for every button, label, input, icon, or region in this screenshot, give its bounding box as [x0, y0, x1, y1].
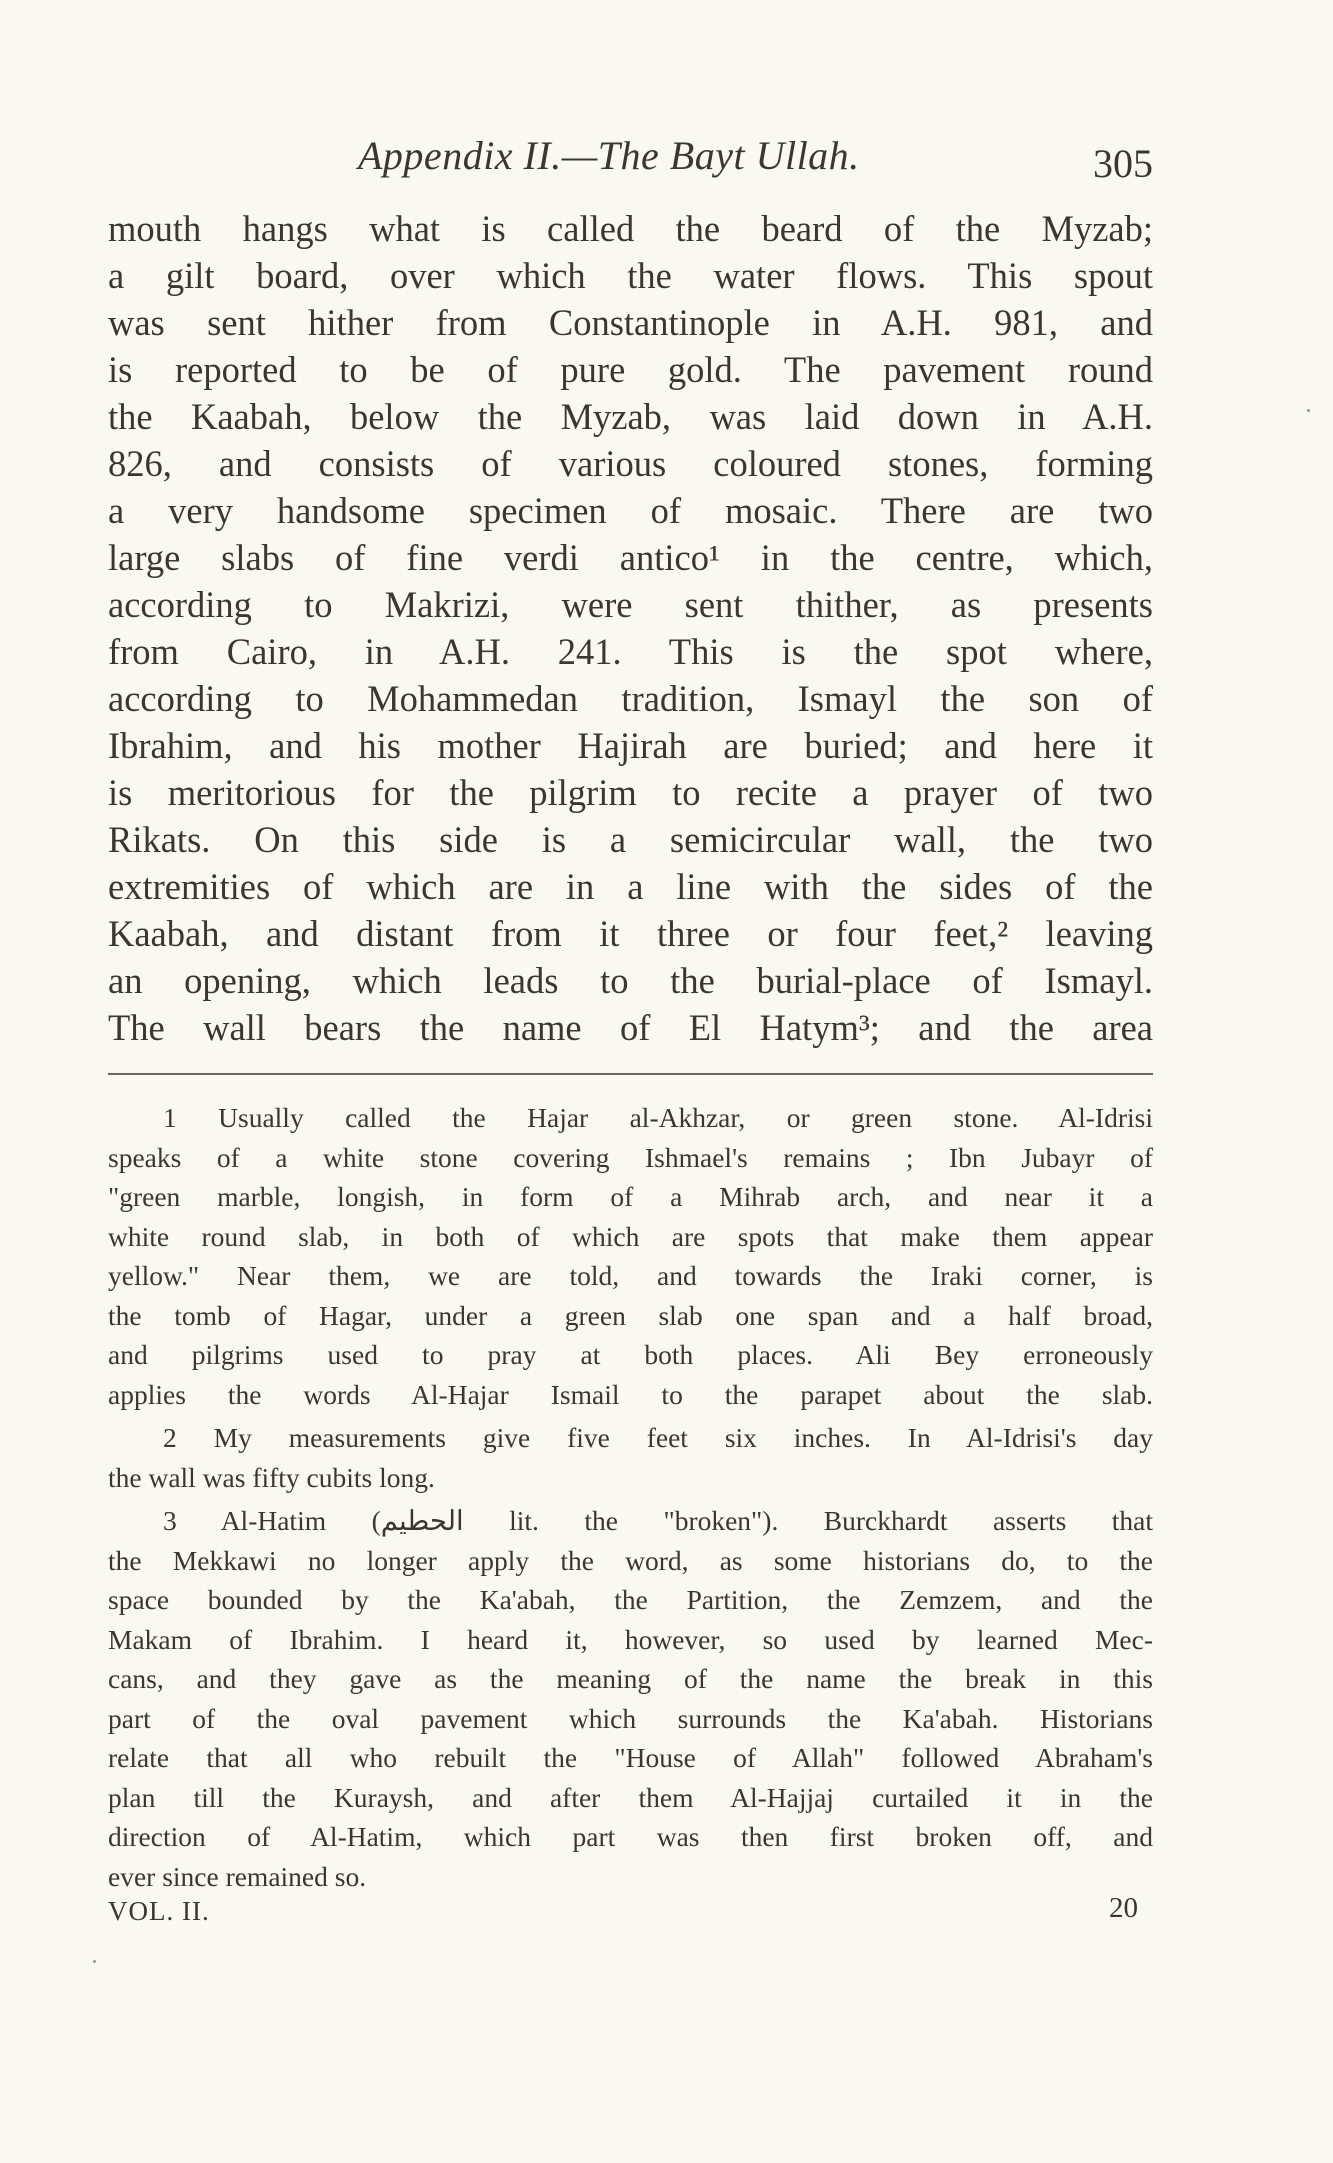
text-line: Kaabah, and distant from it three or four feet,² leaving	[108, 913, 1153, 954]
footnote-3	[108, 1501, 1153, 1896]
text-line: Ibrahim, and his mother Hajirah are buried; and here it	[108, 725, 1153, 766]
footnote-line: "green marble, longish, in form of a Mihrab arch, and near it a	[108, 1181, 1153, 1212]
footnotes	[108, 1098, 1153, 1896]
text-line: according to Mohammedan tradition, Ismayl the son of	[108, 678, 1153, 719]
text-line: is meritorious for the pilgrim to recite a prayer of two	[108, 772, 1153, 813]
footnote-line: space bounded by the Ka'abah, the Partition, the Zemzem, and the	[108, 1584, 1153, 1615]
footnote-divider	[108, 1073, 1153, 1075]
text-line: The wall bears the name of El Hatym³; and the area	[108, 1007, 1153, 1048]
text-line: from Cairo, in A.H. 241. This is the spot where,	[108, 631, 1153, 672]
main-text	[108, 205, 1153, 1051]
footnote-1	[108, 1098, 1153, 1414]
footnote-line: the Mekkawi no longer apply the word, as some historians do, to the	[108, 1544, 1153, 1576]
footnote-line: Makam of Ibrahim. I heard it, however, so used by learned Mec-	[108, 1623, 1153, 1655]
footnote-line: part of the oval pavement which surrounds the Ka'abah. Historians	[108, 1702, 1153, 1734]
footnote-line: applies the words Al-Hajar Ismail to the parapet about the slab.	[108, 1378, 1153, 1410]
text-line: Rikats. On this side is a semicircular wall, the two	[108, 819, 1153, 860]
text-line: 826, and consists of various coloured stones, forming	[108, 443, 1153, 484]
footnote-line: white round slab, in both of which are spots that make them appear	[108, 1220, 1153, 1252]
footnote-line: direction of Al-Hatim, which part was then first broken off, and	[108, 1821, 1153, 1852]
text-line: according to Makrizi, were sent thither, as presents	[108, 584, 1153, 625]
text-line: is reported to be of pure gold. The pavement round	[108, 349, 1153, 390]
text-line: a very handsome specimen of mosaic. There are two	[108, 490, 1153, 531]
paper-speck	[93, 1960, 96, 1963]
footnote-line: 3 Al-Hatim (الحطيم lit. the "broken"). Burckhardt asserts that	[163, 1505, 1153, 1536]
footnote-line: ever since remained so.	[108, 1860, 367, 1892]
footnote-line: cans, and they gave as the meaning of the name the break in this	[108, 1663, 1153, 1694]
footnote-line: yellow." Near them, we are told, and towards the Iraki corner, is	[108, 1260, 1153, 1291]
footnote-2	[108, 1418, 1153, 1497]
footnote-line: 2 My measurements give five feet six inches. In Al-Idrisi's day	[163, 1422, 1153, 1453]
text-line: a gilt board, over which the water flows. This spout	[108, 255, 1153, 296]
footnote-line: plan till the Kuraysh, and after them Al-Hajjaj curtailed it in the	[108, 1781, 1153, 1813]
running-head: Appendix II.—The Bayt Ullah.	[358, 133, 860, 178]
footnote-line: the tomb of Hagar, under a green slab one span and a half broad,	[108, 1299, 1153, 1331]
text-line: an opening, which leads to the burial-place of Ismayl.	[108, 960, 1153, 1001]
text-line: mouth hangs what is called the beard of the Myzab;	[108, 208, 1153, 249]
page-header	[108, 128, 1153, 188]
text-line: large slabs of fine verdi antico¹ in the centre, which,	[108, 537, 1153, 578]
footnote-line: speaks of a white stone covering Ishmael's remains ; Ibn Jubayr of	[108, 1141, 1153, 1173]
text-line: the Kaabah, below the Myzab, was laid down in A.H.	[108, 396, 1153, 437]
paper-speck	[1307, 409, 1310, 412]
footnote-line: and pilgrims used to pray at both places. Ali Bey erroneously	[108, 1339, 1153, 1370]
page-footer	[108, 1892, 1138, 1936]
text-line: was sent hither from Constantinople in A.H. 981, and	[108, 302, 1153, 343]
text-line: extremities of which are in a line with the sides of the	[108, 866, 1153, 907]
footnote-line: 1 Usually called the Hajar al-Akhzar, or green stone. Al-Idrisi	[163, 1102, 1153, 1133]
volume-marker: VOL. II.	[108, 1896, 210, 1926]
signature-mark: 20	[1109, 1892, 1138, 1924]
footnote-line: the wall was fifty cubits long.	[108, 1461, 435, 1493]
footnote-line: relate that all who rebuilt the "House of Allah" followed Abraham's	[108, 1742, 1153, 1773]
page-number: 305	[1093, 141, 1153, 186]
